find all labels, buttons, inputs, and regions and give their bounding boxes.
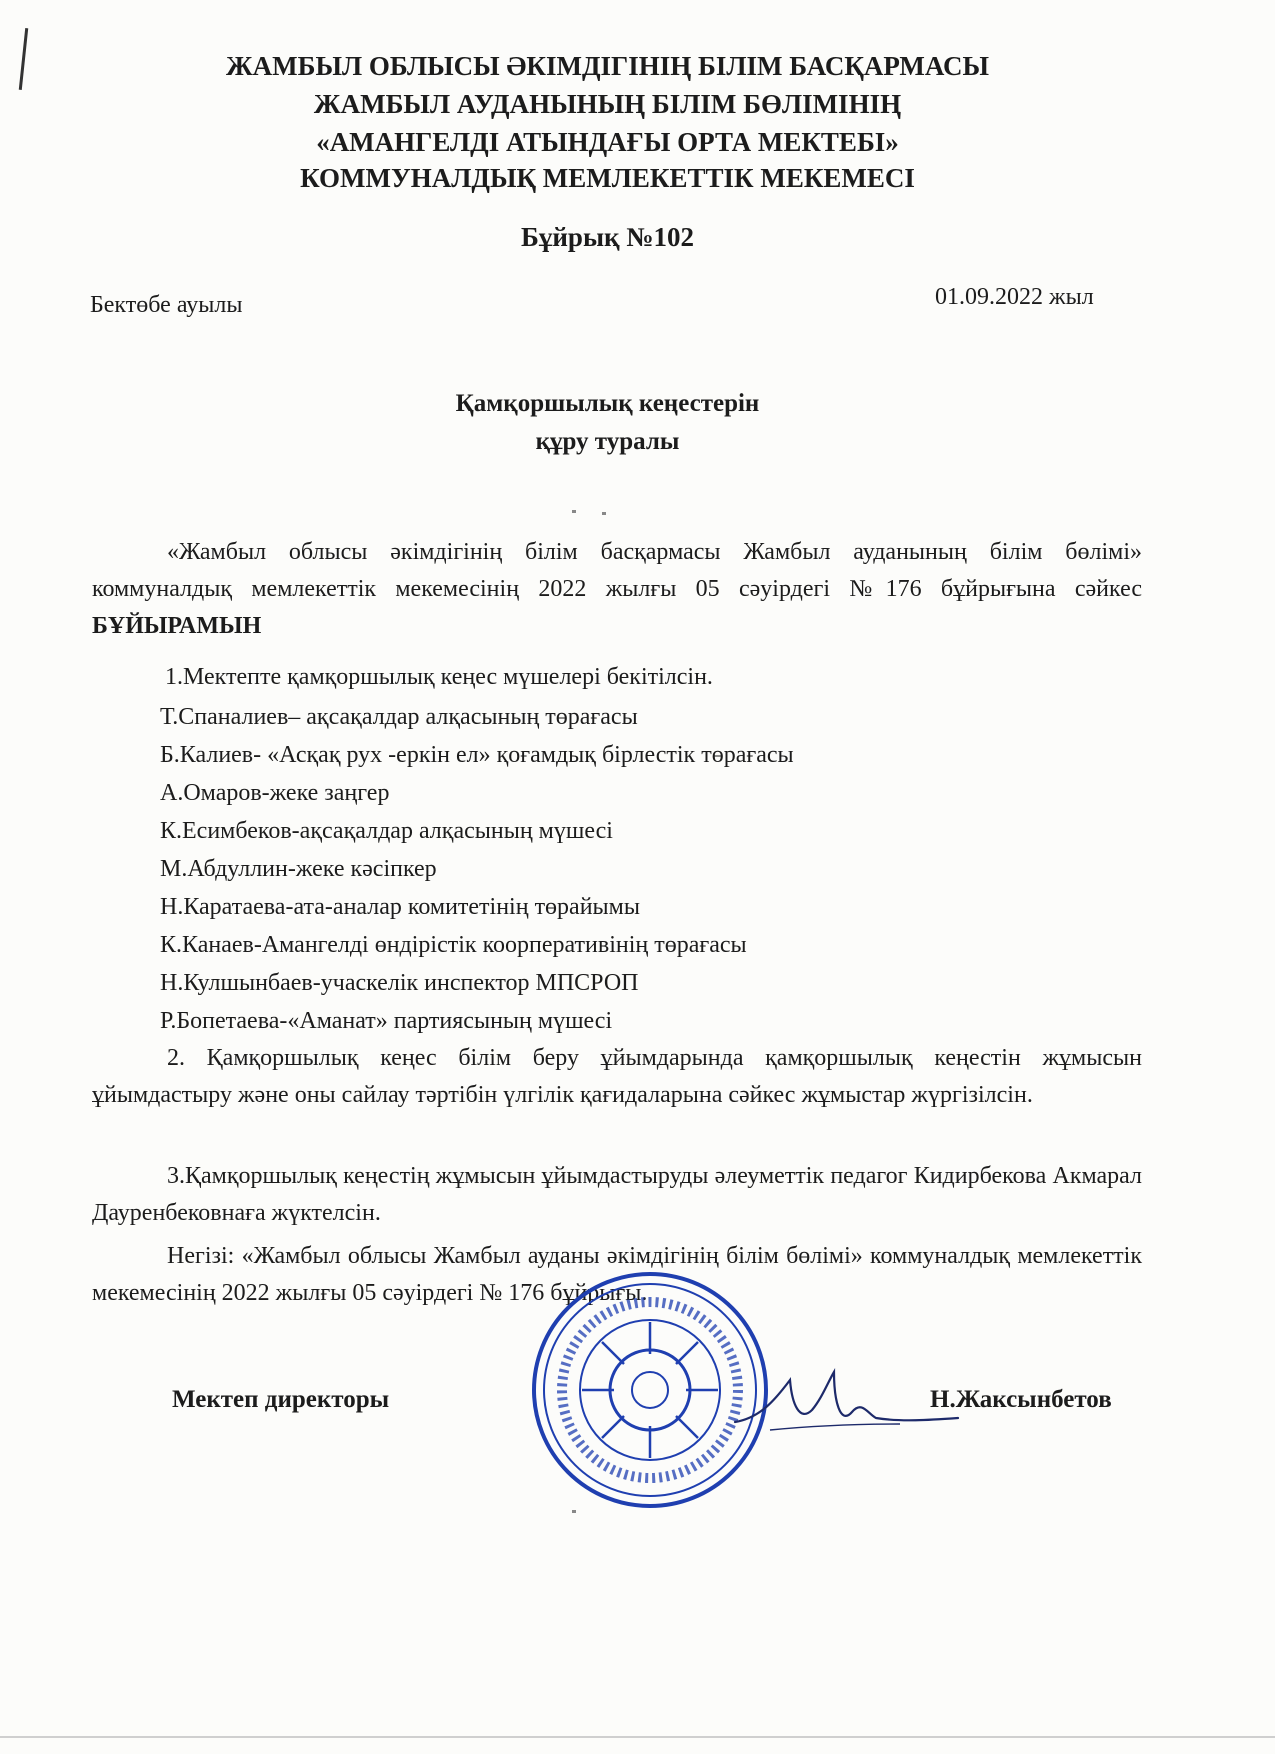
member-4: К.Есимбеков-ақсақалдар алқасының мүшесі: [160, 818, 613, 844]
signatory-title: Мектеп директоры: [172, 1386, 390, 1413]
subject-line-2: құру туралы: [535, 428, 680, 455]
member-8: Н.Кулшынбаев-учаскелік инспектор МПСРОП: [160, 970, 639, 996]
order-number: Бұйрық №102: [521, 222, 694, 252]
intro-paragraph: [92, 534, 1142, 645]
order-place: Бектөбе ауылы: [90, 292, 243, 318]
scan-speck: [602, 512, 606, 515]
org-line-3: «АМАНГЕЛДІ АТЫНДАҒЫ ОРТА МЕКТЕБІ»: [316, 127, 899, 157]
scan-speck: [572, 1510, 576, 1513]
signatory-name: Н.Жаксынбетов: [930, 1386, 1112, 1413]
scan-bottom-edge: [0, 1736, 1275, 1738]
member-9: Р.Бопетаева-«Аманат» партиясының мүшесі: [160, 1008, 613, 1034]
member-3: А.Омаров-жеке заңгер: [160, 780, 390, 806]
member-6: Н.Каратаева-ата-аналар комитетінің төрайымы: [160, 894, 640, 920]
item-3: 3.Қамқоршылық кеңестің жұмысын ұйымдастыруды әлеуметтік педагог Кидирбекова Акмарал Дауренбековнаға жүктелсін.: [92, 1163, 1142, 1226]
order-date: 01.09.2022 жыл: [935, 284, 1094, 310]
org-line-4: КОММУНАЛДЫҚ МЕМЛЕКЕТТІК МЕКЕМЕСІ: [300, 163, 915, 193]
intro-text: «Жамбыл облысы әкімдігінің білім басқармасы Жамбыл ауданының білім бөлімі» коммуналдық мемлекеттік мекемесінің 2022 жылғы 05 сәуірдегі №176 бұйрығына сәйкес: [92, 539, 1142, 602]
scan-speck: [572, 510, 576, 513]
member-5: М.Абдуллин-жеке кәсіпкер: [160, 856, 437, 882]
subject-line-1: Қамқоршылық кеңестерін: [455, 390, 760, 417]
handwritten-signature: [730, 1360, 960, 1450]
member-1: Т.Спаналиев– ақсақалдар алқасының төрағасы: [160, 704, 638, 730]
item-2: 2. Қамқоршылық кеңес білім беру ұйымдарында қамқоршылық кеңестін жұмысын ұйымдастыру және оны сайлау тәртібін үлгілік қағидаларына сәйкес жұмыстар жүргізілсін.: [92, 1045, 1142, 1108]
item-1: 1.Мектепте қамқоршылық кеңес мүшелері бекітілсін.: [165, 664, 713, 690]
order-keyword: БҰЙЫРАМЫН: [92, 613, 262, 639]
member-2: Б.Калиев- «Асқақ рух -еркін ел» қоғамдық бірлестік төрағасы: [160, 742, 794, 768]
basis-paragraph: Негізі: «Жамбыл облысы Жамбыл ауданы әкімдігінің білім бөлімі» коммуналдық мемлекеттік мекемесінің 2022 жылғы 05 сәуірдегі № 176 бұйрығы.: [92, 1243, 1142, 1306]
member-7: К.Канаев-Амангелді өндірістік коорперативінің төрағасы: [160, 932, 747, 958]
org-line-1: ЖАМБЫЛ ОБЛЫСЫ ӘКІМДІГІНІҢ БІЛІМ БАСҚАРМАСЫ: [225, 51, 990, 81]
org-line-2: ЖАМБЫЛ АУДАНЫНЫҢ БІЛІМ БӨЛІМІНІҢ: [313, 89, 902, 119]
